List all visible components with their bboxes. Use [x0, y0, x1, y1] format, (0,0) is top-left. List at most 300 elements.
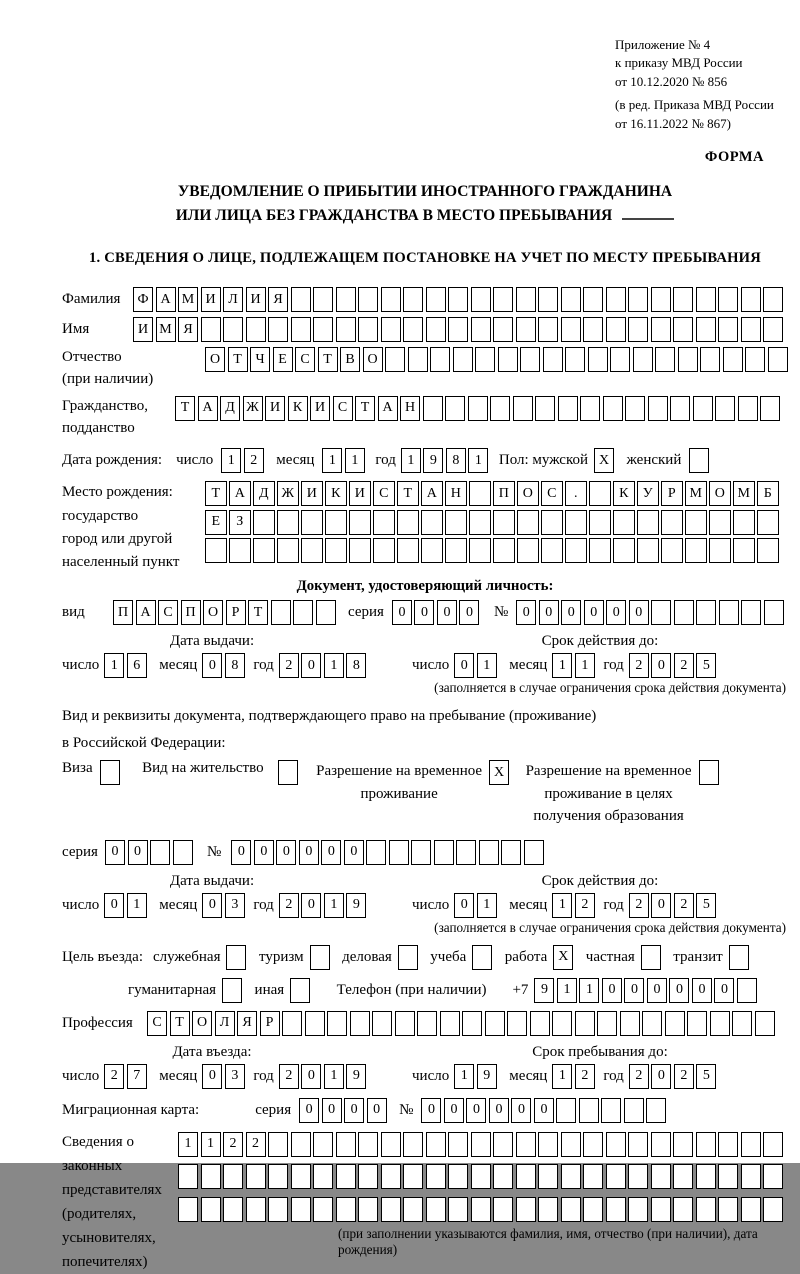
name-cell[interactable] — [223, 317, 243, 342]
legal-reps-cell[interactable]: 2 — [223, 1132, 243, 1157]
res-issue-year-cell[interactable]: 9 — [346, 893, 366, 918]
surname-cell[interactable]: Ф — [133, 287, 153, 312]
legal-reps-cell[interactable] — [246, 1197, 266, 1222]
birth-place-cell[interactable]: У — [637, 481, 659, 506]
phone-cell[interactable]: 0 — [714, 978, 734, 1003]
birth-place-cell[interactable] — [733, 510, 755, 535]
birth-year-cell[interactable]: 8 — [446, 448, 466, 473]
legal-reps-cell[interactable] — [223, 1164, 243, 1189]
patronymic-cell[interactable] — [543, 347, 563, 372]
birth-place-cell[interactable] — [373, 510, 395, 535]
legal-reps-cell[interactable] — [583, 1197, 603, 1222]
legal-reps-cell[interactable] — [628, 1132, 648, 1157]
profession-cell[interactable] — [665, 1011, 685, 1036]
birth-place-cell[interactable] — [301, 510, 323, 535]
legal-reps-cell[interactable] — [426, 1197, 446, 1222]
doc-number-cell[interactable]: 0 — [539, 600, 559, 625]
legal-reps-cell[interactable] — [516, 1132, 536, 1157]
birth-place-cell[interactable] — [205, 538, 227, 563]
issue-year-cell[interactable]: 8 — [346, 653, 366, 678]
citizenship-cell[interactable] — [603, 396, 623, 421]
entry-day-cell[interactable]: 2 — [104, 1064, 124, 1089]
birth-place-cell[interactable]: Н — [445, 481, 467, 506]
birth-place-cell[interactable]: Д — [253, 481, 275, 506]
expiry-year-cell[interactable]: 5 — [696, 653, 716, 678]
purpose-cell[interactable] — [290, 978, 310, 1003]
legal-reps-cell[interactable] — [651, 1197, 671, 1222]
surname-cell[interactable] — [448, 287, 468, 312]
phone-cell[interactable]: 0 — [602, 978, 622, 1003]
migration-series-cell[interactable]: 0 — [299, 1098, 319, 1123]
patronymic-cell[interactable]: О — [363, 347, 383, 372]
legal-reps-cell[interactable] — [313, 1197, 333, 1222]
residence-series-cell[interactable]: 0 — [128, 840, 148, 865]
birth-place-cell[interactable] — [541, 510, 563, 535]
citizenship-cell[interactable] — [490, 396, 510, 421]
patronymic-cell[interactable] — [610, 347, 630, 372]
res-expiry-day-cell[interactable]: 0 — [454, 893, 474, 918]
name-cell[interactable] — [606, 317, 626, 342]
birth-place-cell[interactable] — [685, 510, 707, 535]
entry-year-cell[interactable]: 1 — [324, 1064, 344, 1089]
legal-reps-cell[interactable] — [583, 1164, 603, 1189]
doc-type-cell[interactable] — [316, 600, 336, 625]
legal-reps-cell[interactable]: 2 — [246, 1132, 266, 1157]
legal-reps-cell[interactable] — [741, 1197, 761, 1222]
citizenship-cell[interactable] — [558, 396, 578, 421]
entry-year-cell[interactable]: 2 — [279, 1064, 299, 1089]
residence-number-cell[interactable]: 0 — [231, 840, 251, 865]
purpose-cell[interactable]: X — [553, 945, 573, 970]
birth-place-cell[interactable] — [517, 538, 539, 563]
residence-number-cell[interactable]: 0 — [299, 840, 319, 865]
expiry-year-cell[interactable]: 2 — [629, 653, 649, 678]
birth-place-cell[interactable] — [613, 538, 635, 563]
issue-day-cell[interactable]: 1 — [104, 653, 124, 678]
citizenship-cell[interactable]: К — [288, 396, 308, 421]
migration-number-cell[interactable]: 0 — [421, 1098, 441, 1123]
birth-place-cell[interactable] — [277, 538, 299, 563]
surname-cell[interactable] — [763, 287, 783, 312]
legal-reps-cell[interactable] — [538, 1197, 558, 1222]
migration-number-cell[interactable] — [624, 1098, 644, 1123]
doc-type-cell[interactable]: Т — [248, 600, 268, 625]
name-cell[interactable] — [628, 317, 648, 342]
doc-type-cell[interactable] — [293, 600, 313, 625]
legal-reps-cell[interactable] — [381, 1197, 401, 1222]
name-cell[interactable]: И — [133, 317, 153, 342]
patronymic-cell[interactable]: Т — [318, 347, 338, 372]
birth-place-cell[interactable] — [709, 538, 731, 563]
citizenship-cell[interactable] — [670, 396, 690, 421]
doc-number-cell[interactable] — [741, 600, 761, 625]
name-cell[interactable] — [313, 317, 333, 342]
entry-month-cell[interactable]: 3 — [225, 1064, 245, 1089]
citizenship-cell[interactable]: Д — [220, 396, 240, 421]
birth-place-cell[interactable] — [325, 538, 347, 563]
profession-cell[interactable]: Я — [237, 1011, 257, 1036]
stay-month-cell[interactable]: 1 — [552, 1064, 572, 1089]
legal-reps-cell[interactable] — [201, 1164, 221, 1189]
profession-cell[interactable] — [530, 1011, 550, 1036]
legal-reps-cell[interactable] — [718, 1132, 738, 1157]
legal-reps-cell[interactable] — [448, 1197, 468, 1222]
res-issue-day-cell[interactable]: 1 — [127, 893, 147, 918]
doc-series-cell[interactable]: 0 — [459, 600, 479, 625]
stay-day-cell[interactable]: 9 — [477, 1064, 497, 1089]
birth-month-cell[interactable]: 1 — [322, 448, 342, 473]
name-cell[interactable] — [763, 317, 783, 342]
legal-reps-cell[interactable] — [561, 1197, 581, 1222]
birth-month-cell[interactable]: 1 — [345, 448, 365, 473]
migration-number-cell[interactable] — [579, 1098, 599, 1123]
residence-number-cell[interactable] — [411, 840, 431, 865]
doc-number-cell[interactable]: 0 — [606, 600, 626, 625]
citizenship-cell[interactable]: И — [310, 396, 330, 421]
doc-number-cell[interactable] — [651, 600, 671, 625]
citizenship-cell[interactable] — [468, 396, 488, 421]
birth-place-cell[interactable]: А — [229, 481, 251, 506]
legal-reps-cell[interactable] — [538, 1132, 558, 1157]
legal-reps-cell[interactable] — [223, 1197, 243, 1222]
profession-cell[interactable] — [350, 1011, 370, 1036]
citizenship-cell[interactable]: А — [378, 396, 398, 421]
name-cell[interactable] — [426, 317, 446, 342]
surname-cell[interactable]: И — [246, 287, 266, 312]
profession-cell[interactable] — [305, 1011, 325, 1036]
citizenship-cell[interactable]: А — [198, 396, 218, 421]
migration-series-cell[interactable]: 0 — [367, 1098, 387, 1123]
legal-reps-cell[interactable] — [358, 1132, 378, 1157]
profession-cell[interactable] — [507, 1011, 527, 1036]
legal-reps-cell[interactable] — [516, 1197, 536, 1222]
patronymic-cell[interactable]: Е — [273, 347, 293, 372]
doc-number-cell[interactable]: 0 — [561, 600, 581, 625]
legal-reps-cell[interactable]: 1 — [178, 1132, 198, 1157]
legal-reps-cell[interactable] — [651, 1164, 671, 1189]
citizenship-cell[interactable] — [625, 396, 645, 421]
profession-cell[interactable]: О — [192, 1011, 212, 1036]
legal-reps-cell[interactable] — [471, 1164, 491, 1189]
birth-place-cell[interactable]: П — [493, 481, 515, 506]
legal-reps-cell[interactable] — [403, 1197, 423, 1222]
profession-cell[interactable] — [710, 1011, 730, 1036]
birth-place-cell[interactable] — [397, 510, 419, 535]
name-cell[interactable] — [516, 317, 536, 342]
migration-number-cell[interactable]: 0 — [511, 1098, 531, 1123]
surname-cell[interactable] — [471, 287, 491, 312]
purpose-cell[interactable] — [472, 945, 492, 970]
name-cell[interactable] — [673, 317, 693, 342]
legal-reps-cell[interactable] — [741, 1164, 761, 1189]
birth-place-cell[interactable] — [637, 538, 659, 563]
residence-series-cell[interactable] — [173, 840, 193, 865]
birth-place-cell[interactable] — [493, 510, 515, 535]
birth-place-cell[interactable] — [541, 538, 563, 563]
res-expiry-year-cell[interactable]: 2 — [629, 893, 649, 918]
birth-place-cell[interactable] — [229, 538, 251, 563]
residence-number-cell[interactable] — [479, 840, 499, 865]
legal-reps-cell[interactable] — [696, 1132, 716, 1157]
legal-reps-cell[interactable] — [381, 1132, 401, 1157]
citizenship-cell[interactable] — [580, 396, 600, 421]
legal-reps-cell[interactable] — [516, 1164, 536, 1189]
profession-cell[interactable]: Т — [170, 1011, 190, 1036]
profession-cell[interactable] — [642, 1011, 662, 1036]
name-cell[interactable] — [246, 317, 266, 342]
name-cell[interactable] — [538, 317, 558, 342]
expiry-day-cell[interactable]: 0 — [454, 653, 474, 678]
birth-place-cell[interactable] — [325, 510, 347, 535]
expiry-year-cell[interactable]: 0 — [651, 653, 671, 678]
stay-year-cell[interactable]: 5 — [696, 1064, 716, 1089]
legal-reps-cell[interactable] — [178, 1197, 198, 1222]
legal-reps-cell[interactable] — [763, 1164, 783, 1189]
legal-reps-cell[interactable] — [493, 1132, 513, 1157]
stay-year-cell[interactable]: 2 — [674, 1064, 694, 1089]
patronymic-cell[interactable] — [723, 347, 743, 372]
birth-place-cell[interactable] — [373, 538, 395, 563]
birth-place-cell[interactable]: А — [421, 481, 443, 506]
legal-reps-cell[interactable] — [291, 1164, 311, 1189]
birth-place-cell[interactable] — [589, 481, 611, 506]
legal-reps-cell[interactable] — [651, 1132, 671, 1157]
res-expiry-month-cell[interactable]: 2 — [575, 893, 595, 918]
name-cell[interactable] — [358, 317, 378, 342]
legal-reps-cell[interactable] — [718, 1197, 738, 1222]
birth-place-cell[interactable]: О — [709, 481, 731, 506]
res-issue-month-cell[interactable]: 0 — [202, 893, 222, 918]
doc-series-cell[interactable]: 0 — [414, 600, 434, 625]
visa-cell[interactable] — [100, 760, 120, 785]
legal-reps-cell[interactable] — [291, 1132, 311, 1157]
expiry-year-cell[interactable]: 2 — [674, 653, 694, 678]
stay-year-cell[interactable]: 0 — [651, 1064, 671, 1089]
name-cell[interactable] — [381, 317, 401, 342]
birth-day-cell[interactable]: 2 — [244, 448, 264, 473]
residence-number-cell[interactable] — [434, 840, 454, 865]
legal-reps-cell[interactable] — [201, 1197, 221, 1222]
surname-cell[interactable] — [493, 287, 513, 312]
name-cell[interactable] — [493, 317, 513, 342]
patronymic-cell[interactable] — [700, 347, 720, 372]
birth-place-cell[interactable] — [517, 510, 539, 535]
entry-day-cell[interactable]: 7 — [127, 1064, 147, 1089]
legal-reps-cell[interactable] — [763, 1197, 783, 1222]
surname-cell[interactable]: А — [156, 287, 176, 312]
birth-place-cell[interactable]: Т — [397, 481, 419, 506]
doc-type-cell[interactable]: П — [113, 600, 133, 625]
citizenship-cell[interactable] — [738, 396, 758, 421]
surname-cell[interactable] — [313, 287, 333, 312]
expiry-month-cell[interactable]: 1 — [575, 653, 595, 678]
patronymic-cell[interactable]: С — [295, 347, 315, 372]
name-cell[interactable] — [651, 317, 671, 342]
name-cell[interactable] — [696, 317, 716, 342]
patronymic-cell[interactable] — [678, 347, 698, 372]
legal-reps-cell[interactable] — [358, 1164, 378, 1189]
res-expiry-day-cell[interactable]: 1 — [477, 893, 497, 918]
surname-cell[interactable] — [651, 287, 671, 312]
surname-cell[interactable] — [336, 287, 356, 312]
profession-cell[interactable]: Л — [215, 1011, 235, 1036]
legal-reps-cell[interactable]: 1 — [201, 1132, 221, 1157]
name-cell[interactable] — [741, 317, 761, 342]
doc-number-cell[interactable]: 0 — [584, 600, 604, 625]
migration-number-cell[interactable]: 0 — [489, 1098, 509, 1123]
birth-place-cell[interactable] — [469, 481, 491, 506]
surname-cell[interactable]: М — [178, 287, 198, 312]
doc-type-cell[interactable]: Р — [226, 600, 246, 625]
legal-reps-cell[interactable] — [448, 1164, 468, 1189]
migration-number-cell[interactable] — [556, 1098, 576, 1123]
legal-reps-cell[interactable] — [268, 1197, 288, 1222]
residence-number-cell[interactable]: 0 — [321, 840, 341, 865]
legal-reps-cell[interactable] — [246, 1164, 266, 1189]
surname-cell[interactable]: И — [201, 287, 221, 312]
patronymic-cell[interactable] — [385, 347, 405, 372]
migration-number-cell[interactable] — [646, 1098, 666, 1123]
birth-place-cell[interactable]: Т — [205, 481, 227, 506]
residence-number-cell[interactable]: 0 — [344, 840, 364, 865]
birth-place-cell[interactable]: С — [541, 481, 563, 506]
surname-cell[interactable] — [516, 287, 536, 312]
name-cell[interactable] — [291, 317, 311, 342]
profession-cell[interactable] — [755, 1011, 775, 1036]
birth-place-cell[interactable] — [349, 538, 371, 563]
birth-place-cell[interactable]: К — [613, 481, 635, 506]
purpose-cell[interactable] — [310, 945, 330, 970]
birth-place-cell[interactable]: Е — [205, 510, 227, 535]
profession-cell[interactable] — [327, 1011, 347, 1036]
phone-cell[interactable]: 0 — [624, 978, 644, 1003]
name-cell[interactable] — [583, 317, 603, 342]
patronymic-cell[interactable] — [430, 347, 450, 372]
surname-cell[interactable] — [741, 287, 761, 312]
migration-number-cell[interactable]: 0 — [444, 1098, 464, 1123]
birth-place-cell[interactable] — [565, 510, 587, 535]
name-cell[interactable] — [561, 317, 581, 342]
patronymic-cell[interactable] — [520, 347, 540, 372]
citizenship-cell[interactable] — [715, 396, 735, 421]
birth-place-cell[interactable] — [757, 538, 779, 563]
surname-cell[interactable] — [718, 287, 738, 312]
residence-number-cell[interactable] — [456, 840, 476, 865]
birth-place-cell[interactable] — [301, 538, 323, 563]
stay-day-cell[interactable]: 1 — [454, 1064, 474, 1089]
legal-reps-cell[interactable] — [628, 1197, 648, 1222]
legal-reps-cell[interactable] — [606, 1132, 626, 1157]
legal-reps-cell[interactable] — [673, 1132, 693, 1157]
stay-year-cell[interactable]: 2 — [629, 1064, 649, 1089]
legal-reps-cell[interactable] — [673, 1197, 693, 1222]
profession-cell[interactable]: Р — [260, 1011, 280, 1036]
legal-reps-cell[interactable] — [606, 1197, 626, 1222]
patronymic-cell[interactable] — [498, 347, 518, 372]
profession-cell[interactable] — [732, 1011, 752, 1036]
surname-cell[interactable] — [426, 287, 446, 312]
migration-series-cell[interactable]: 0 — [344, 1098, 364, 1123]
entry-month-cell[interactable]: 0 — [202, 1064, 222, 1089]
birth-year-cell[interactable]: 1 — [468, 448, 488, 473]
issue-year-cell[interactable]: 1 — [324, 653, 344, 678]
birth-place-cell[interactable]: Ж — [277, 481, 299, 506]
legal-reps-cell[interactable] — [696, 1164, 716, 1189]
phone-cell[interactable]: 1 — [557, 978, 577, 1003]
birth-place-cell[interactable] — [661, 538, 683, 563]
legal-reps-cell[interactable] — [763, 1132, 783, 1157]
patronymic-cell[interactable]: В — [340, 347, 360, 372]
legal-reps-cell[interactable] — [606, 1164, 626, 1189]
profession-cell[interactable] — [462, 1011, 482, 1036]
res-expiry-year-cell[interactable]: 2 — [674, 893, 694, 918]
phone-cell[interactable] — [737, 978, 757, 1003]
citizenship-cell[interactable]: Т — [175, 396, 195, 421]
doc-number-cell[interactable]: 0 — [629, 600, 649, 625]
name-cell[interactable] — [268, 317, 288, 342]
purpose-cell[interactable] — [222, 978, 242, 1003]
profession-cell[interactable] — [440, 1011, 460, 1036]
birth-place-cell[interactable] — [421, 510, 443, 535]
birth-place-cell[interactable] — [589, 510, 611, 535]
profession-cell[interactable] — [485, 1011, 505, 1036]
birth-place-cell[interactable] — [613, 510, 635, 535]
res-expiry-year-cell[interactable]: 0 — [651, 893, 671, 918]
legal-reps-cell[interactable] — [336, 1132, 356, 1157]
legal-reps-cell[interactable] — [358, 1197, 378, 1222]
birth-place-cell[interactable]: И — [349, 481, 371, 506]
legal-reps-cell[interactable] — [268, 1132, 288, 1157]
residence-number-cell[interactable] — [524, 840, 544, 865]
entry-year-cell[interactable]: 9 — [346, 1064, 366, 1089]
citizenship-cell[interactable] — [693, 396, 713, 421]
birth-year-cell[interactable]: 1 — [401, 448, 421, 473]
patronymic-cell[interactable] — [453, 347, 473, 372]
doc-type-cell[interactable]: С — [158, 600, 178, 625]
issue-month-cell[interactable]: 8 — [225, 653, 245, 678]
citizenship-cell[interactable]: С — [333, 396, 353, 421]
birth-place-cell[interactable] — [421, 538, 443, 563]
name-cell[interactable] — [448, 317, 468, 342]
birth-place-cell[interactable]: К — [325, 481, 347, 506]
surname-cell[interactable] — [538, 287, 558, 312]
doc-number-cell[interactable] — [719, 600, 739, 625]
name-cell[interactable] — [201, 317, 221, 342]
birth-place-cell[interactable]: Б — [757, 481, 779, 506]
sex-female-cell[interactable] — [689, 448, 709, 473]
doc-number-cell[interactable] — [696, 600, 716, 625]
birth-place-cell[interactable] — [469, 538, 491, 563]
name-cell[interactable]: Я — [178, 317, 198, 342]
legal-reps-cell[interactable] — [426, 1164, 446, 1189]
legal-reps-cell[interactable] — [313, 1164, 333, 1189]
birth-year-cell[interactable]: 9 — [423, 448, 443, 473]
legal-reps-cell[interactable] — [741, 1132, 761, 1157]
doc-type-cell[interactable] — [271, 600, 291, 625]
surname-cell[interactable] — [358, 287, 378, 312]
birth-place-cell[interactable]: М — [733, 481, 755, 506]
profession-cell[interactable] — [620, 1011, 640, 1036]
citizenship-cell[interactable] — [535, 396, 555, 421]
legal-reps-cell[interactable] — [178, 1164, 198, 1189]
profession-cell[interactable] — [417, 1011, 437, 1036]
birth-place-cell[interactable] — [253, 538, 275, 563]
profession-cell[interactable] — [282, 1011, 302, 1036]
profession-cell[interactable] — [372, 1011, 392, 1036]
legal-reps-cell[interactable] — [561, 1164, 581, 1189]
purpose-cell[interactable] — [398, 945, 418, 970]
citizenship-cell[interactable] — [445, 396, 465, 421]
